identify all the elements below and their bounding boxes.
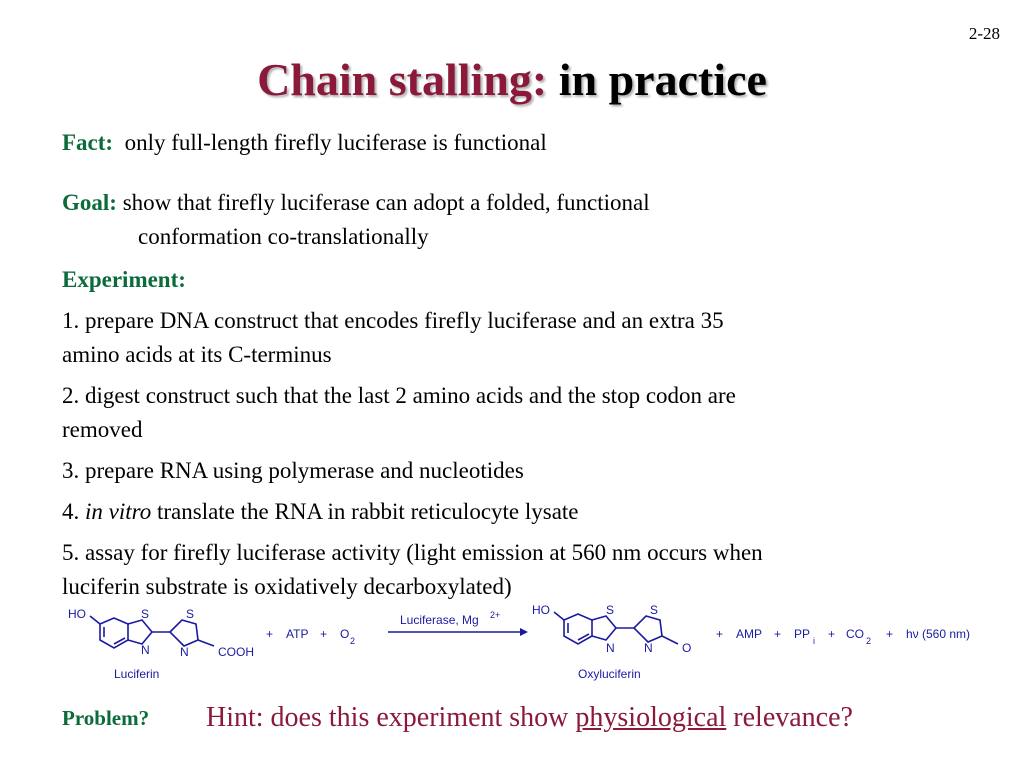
o2-subscript: 2 [350, 636, 356, 646]
step4-italic: in vitro [85, 499, 152, 524]
plus-6: + [886, 627, 894, 641]
oxyluciferin-n2: N [644, 641, 653, 655]
plus-2: + [320, 627, 328, 641]
slide-title [0, 52, 1024, 108]
luciferin-n1: N [141, 643, 150, 657]
amp-label: AMP [736, 627, 763, 641]
step5-line1: 5. assay for firefly luciferase activity (light emission at 560 nm occurs when [62, 540, 763, 565]
atp-label: ATP [286, 627, 309, 641]
hint-prefix: Hint: does this experiment show [206, 702, 576, 733]
reaction-arrowhead [520, 628, 528, 636]
oxyluciferin-n1: N [606, 641, 615, 655]
goal-line2: conformation co-translationally [138, 224, 429, 249]
ppi-subscript: i [813, 636, 815, 646]
hint-suffix: relevance? [726, 702, 853, 733]
oxyluciferin-s1: S [606, 603, 615, 617]
step4 [62, 495, 962, 529]
plus-5: + [828, 627, 836, 641]
goal-line1 [62, 186, 962, 220]
title-part1: Chain stalling: [257, 54, 548, 105]
step5-line2: luciferin substrate is oxidatively decarboxylated) [62, 574, 512, 599]
fact-label: Fact: [62, 130, 114, 155]
fact-text: only full-length firefly luciferase is functional [124, 130, 547, 155]
hint-underlined: physiological [575, 702, 727, 733]
hint-text [206, 702, 853, 734]
problem-label: Problem? [62, 706, 150, 730]
step4-prefix: 4. [62, 499, 85, 524]
luciferin-s2: S [186, 607, 195, 621]
oxyluciferin-o: O [682, 641, 692, 655]
oxyluciferin-structure [532, 603, 691, 681]
step2-line2: removed [62, 417, 143, 442]
luciferin-structure [68, 607, 254, 681]
title-part2: in practice [558, 54, 767, 105]
luciferin-label: Luciferin [114, 667, 160, 681]
plus-1: + [266, 627, 274, 641]
ppi-label: PP [794, 627, 811, 641]
luciferin-n2: N [180, 645, 189, 659]
enzyme-label: Luciferase, Mg [400, 613, 479, 627]
luciferin-cooh: COOH [218, 645, 254, 659]
luciferin-ho: HO [68, 607, 86, 621]
hv-label: hν (560 nm) [906, 627, 971, 641]
co2-subscript: 2 [866, 636, 872, 646]
oxyluciferin-s2: S [650, 603, 659, 617]
experiment-label: Experiment: [62, 267, 186, 292]
slide-number: 2-28 [968, 24, 1000, 43]
step1-line2: amino acids at its C-terminus [62, 342, 332, 367]
step2-line1: 2. digest construct such that the last 2 amino acids and the stop codon are [62, 383, 736, 408]
step4-rest: translate the RNA in rabbit reticulocyte lysate [151, 499, 579, 524]
step1-line1: 1. prepare DNA construct that encodes firefly luciferase and an extra 35 [62, 308, 724, 333]
plus-4: + [774, 627, 782, 641]
reaction-scheme [0, 602, 1024, 692]
o2-label: O [340, 627, 350, 641]
enzyme-superscript: 2+ [490, 610, 501, 620]
goal-text-1: show that firefly luciferase can adopt a folded, functional [122, 190, 650, 215]
fact-line [62, 126, 962, 160]
luciferin-s1: S [141, 607, 150, 621]
plus-3: + [716, 627, 724, 641]
oxyluciferin-label: Oxyluciferin [578, 667, 641, 681]
oxyluciferin-ho: HO [532, 603, 550, 617]
goal-label: Goal: [62, 190, 117, 215]
co2-label: CO [846, 627, 864, 641]
step3: 3. prepare RNA using polymerase and nucleotides [62, 458, 524, 483]
